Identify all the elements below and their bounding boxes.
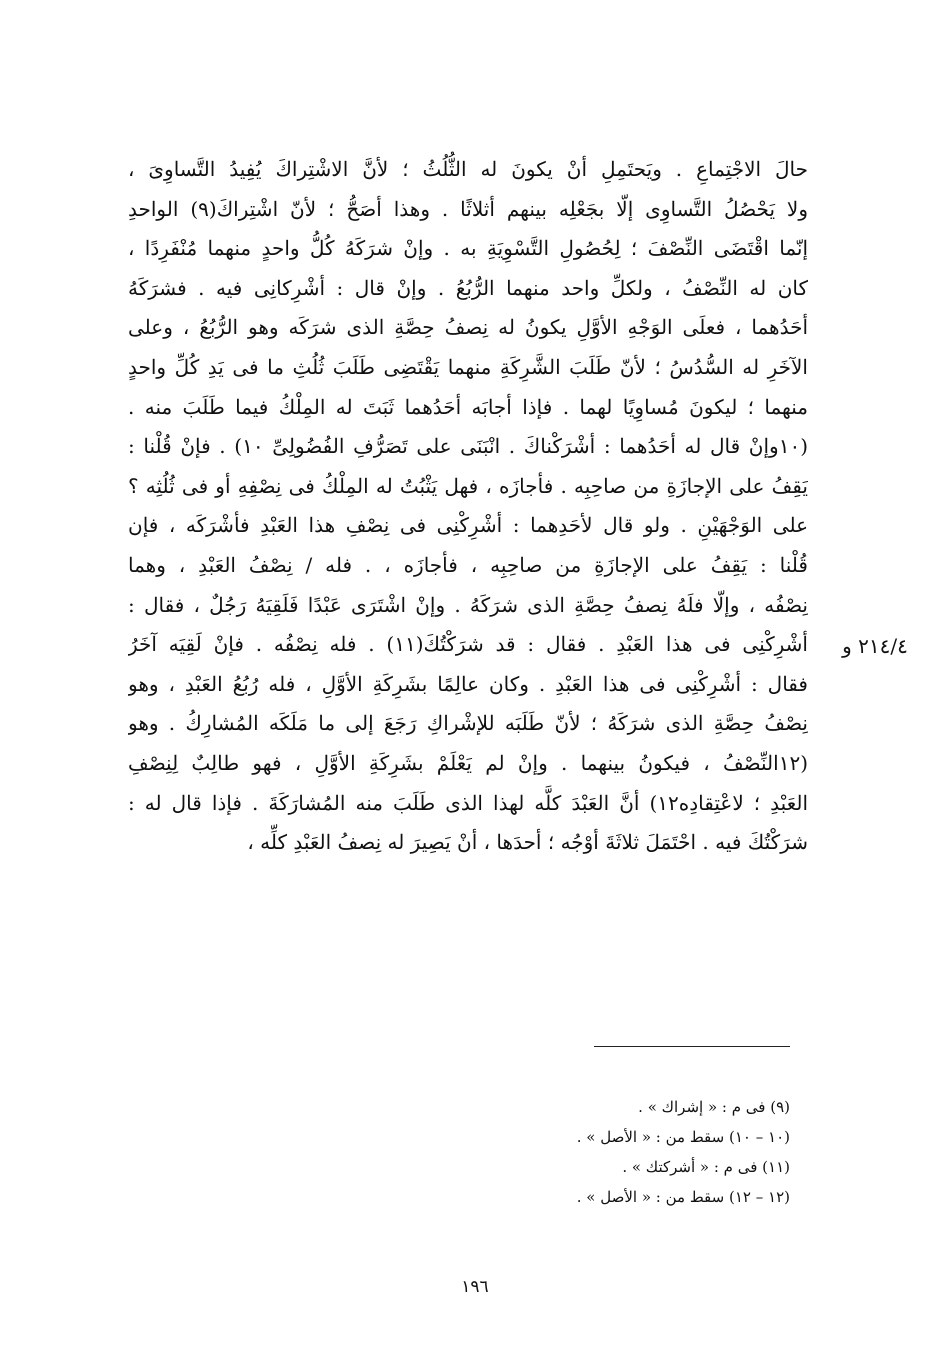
footnote: (٩) فى م : « إشراك » . [638,1098,790,1116]
text-line: (١٢النِّصْفُ ، فيكونُ بينهما . وإنْ لم يَعْلَمْ بشَرِكَةِ الأوَّلِ ، فهو طالِبٌ لِنِصْفِ [128,750,808,775]
text-line: أحَدُهما ، فعلَى الوَجْهِ الأوَّلِ يكونُ له نِصفُ حِصَّةِ الذى شرَكَه وهو الرُّبُعُ ، وعلى [128,315,808,340]
page-number: ١٩٦ [461,1277,489,1297]
text-line: العَبْدِ ؛ لاعْتِقادِه١٢) أنَّ العَبْدَ كلَّه لهذا الذى طَلَبَ منه المُشارَكَةَ . فإذا قال له : [128,790,808,815]
footnotes-block [420,1092,790,1212]
text-line: حالَ الاجْتِماعِ . ويَحتَمِلِ أنْ يكونَ له الثُّلُثُ ؛ لأنَّ الاشْتِراكَ يُفِيدُ التَّساوِىَ ، [128,157,808,181]
text-line: فقال : أشْرِكْنِى فى هذا العَبْدِ . وكان عالِمًا بشَرِكَةِ الأوَّلِ ، فله رُبُعُ العَبْدِ ، وهو [128,671,808,696]
main-text-block [128,150,808,863]
text-line: منهما ؛ ليكونَ مُساوِيًا لهما . فإذا أجابَه أحَدُهما ثَبَتَ له المِلْكُ فيما طَلَبَ منه . [128,394,808,419]
text-line: نِصْفُه ، وإلّا فلَهُ نِصفُ حِصَّةِ الذى شرَكَهُ . وإنْ اشْتَرَى عَبْدًا فَلَقِيَهُ رَجُلٌ ، فقال : [128,592,808,617]
text-line: على الوَجْهَيْنِ . ولو قال لأحَدِهما : أشْرِكْنِى فى نِصْفِ هذا العَبْدِ فأشْرَكَه ، فإن [128,513,808,538]
footnote: (١١) فى م : « أشركتك » . [622,1158,790,1176]
text-line: إنّما اقْتَضَى النِّصْفَ ؛ لِحُصُولِ التَّسْوِيَةِ به . وإنْ شرَكَهُ كُلُّ واحدٍ منهما مُنْفَرِدًا ، [128,236,808,261]
footnote: (١٢ – ١٢) سقط من : « الأصل » . [576,1188,790,1206]
text-line: (١٠وإنْ قال له أحَدُهما : أشْرَكْناكَ . انْبَنَى على تَصَرُّفِ الفُضُولِىِّ ١٠) . فإنْ قُلْنا : [128,434,808,459]
footnote-separator [594,1046,790,1047]
text-line: أشْرِكْنِى فى هذا العَبْدِ . فقال : قد شرَكْتُكَ(١١) . فله نِصْفُه . فإنْ لَقِيَه آخَرُ [128,632,808,657]
footnote: (١٠ – ١٠) سقط من : « الأصل » . [576,1128,790,1146]
text-line: الآخَرِ له السُّدُسُ ؛ لأنّ طَلَبَ الشَّرِكَةِ منهما يَقْتَضِى طَلَبَ ثُلُثِ ما فى يَدِ كُلِّ واحدٍ [128,354,808,379]
text-line: نِصْفُ حِصَّةِ الذى شرَكَهُ ؛ لأنّ طَلَبَه للإشْراكِ رَجَعَ إلى ما مَلَكَه المُشارِكُ . وهو [128,711,808,736]
margin-reference: ٢١٤/٤ و [842,634,908,658]
text-line: ولا يَحْصُلُ التَّساوِى إلّا بجَعْلِه بينهم أثلاثًا . وهذا أصَحُّ ؛ لأنّ اشْتِراكَ(٩) الواحدِ [128,196,808,221]
text-line: كان له النِّصْفُ ، ولكلِّ واحد منهما الرُّبُعُ . وإنْ قال : أشْرِكانِى فيه . فشرَكَهُ [128,275,808,300]
text-line: قُلْنا : يَقِفُ على الإجازَةِ من صاحِبِه ، فأجازَه ، . فله / نِصْفُ العَبْدِ ، وهما [128,552,808,577]
text-line: شرَكْتُكَ فيه . احْتَمَلَ ثلاثَةَ أوْجُه ؛ أحدَها ، أنْ يَصِيرَ له نِصفُ العَبْدِ كلِّه ، [247,830,808,855]
text-line: يَقِفُ على الإجازَةِ من صاحِبِه . فأجازَه ، فهل يَثْبُتُ له المِلْكُ فى نِصْفِهِ أو فى ثُلُثِه ؟ [128,473,808,498]
